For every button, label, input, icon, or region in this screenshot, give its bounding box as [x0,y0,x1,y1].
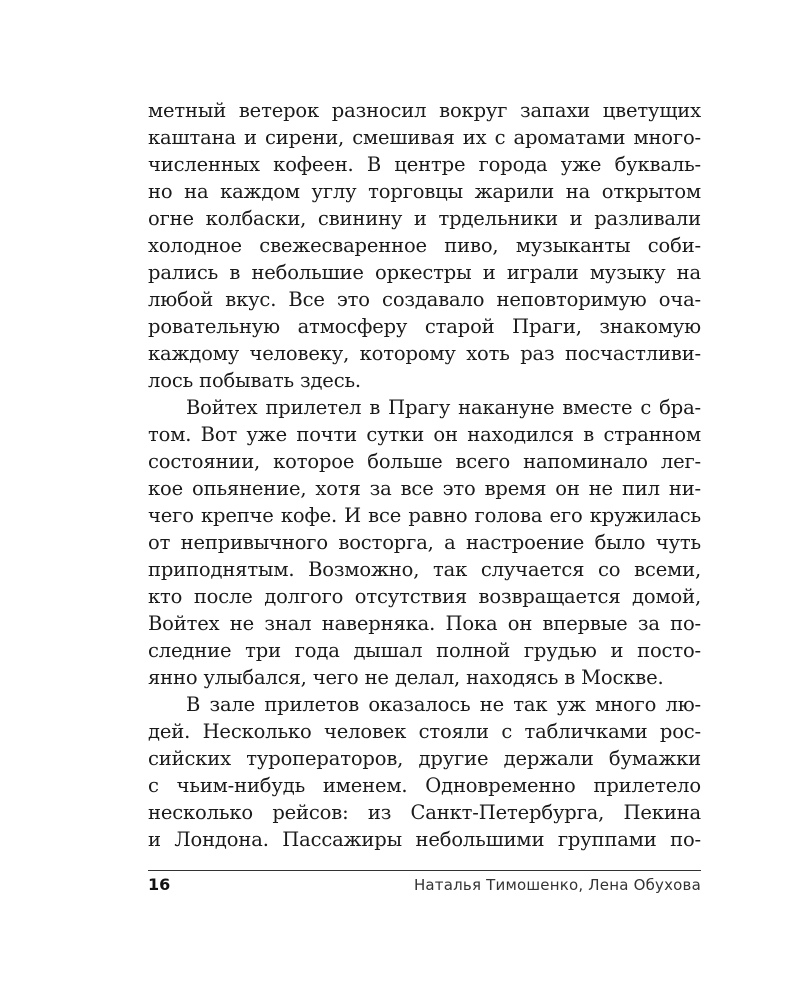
text-line: дей. Несколько человек стояли с табличками рос- [148,720,701,743]
footer-rule [148,870,701,871]
page-footer [148,875,701,897]
text-line: следние три года дышал полной грудью и посто- [148,639,701,662]
text-line: сийских туроператоров, другие держали бумажки [148,747,701,770]
text-line: огне колбаски, свинину и трдельники и разливали [148,207,701,230]
text-line: каштана и сирени, смешивая их с ароматами много- [148,126,701,149]
text-line: том. Вот уже почти сутки он находился в странном [148,423,701,446]
text-line: холодное свежесваренное пиво, музыканты соби- [148,234,701,257]
text-line: янно улыбался, чего не делал, находясь в Москве. [148,666,664,689]
text-line: Войтех не знал наверняка. Пока он впервые за по- [148,612,701,635]
page-number: 16 [148,875,171,894]
text-line: кто после долгого отсутствия возвращается домой, [148,585,701,608]
text-line: Войтех прилетел в Прагу накануне вместе с бра- [186,396,701,419]
text-line: приподнятым. Возможно, так случается со всеми, [148,558,701,581]
text-line: кое опьянение, хотя за все это время он не пил ни- [148,477,701,500]
text-line: лось побывать здесь. [148,369,361,392]
text-line: и Лондона. Пассажиры небольшими группами по- [148,828,701,851]
text-line: от непривычного восторга, а настроение было чуть [148,531,701,554]
text-line: численных кофеен. В центре города уже букваль- [148,153,701,176]
text-line: ровательную атмосферу старой Праги, знакомую [148,315,701,338]
text-line: чего крепче кофе. И все равно голова его кружилась [148,504,701,527]
text-line: каждому человеку, которому хоть раз посчастливи- [148,342,701,365]
text-line: несколько рейсов: из Санкт-Петербурга, Пекина [148,801,701,824]
text-line: рались в небольшие оркестры и играли музыку на [148,261,701,284]
text-line: В зале прилетов оказалось не так уж много лю- [186,693,701,716]
text-line: состоянии, которое больше всего напоминало лег- [148,450,701,473]
page-body [148,97,701,853]
running-head: Наталья Тимошенко, Лена Обухова [413,876,701,894]
text-line: метный ветерок разносил вокруг запахи цветущих [148,99,701,122]
text-line: с чьим-нибудь именем. Одновременно прилетело [148,774,701,797]
text-line: любой вкус. Все это создавало неповторимую оча- [148,288,701,311]
text-line: но на каждом углу торговцы жарили на открытом [148,180,701,203]
